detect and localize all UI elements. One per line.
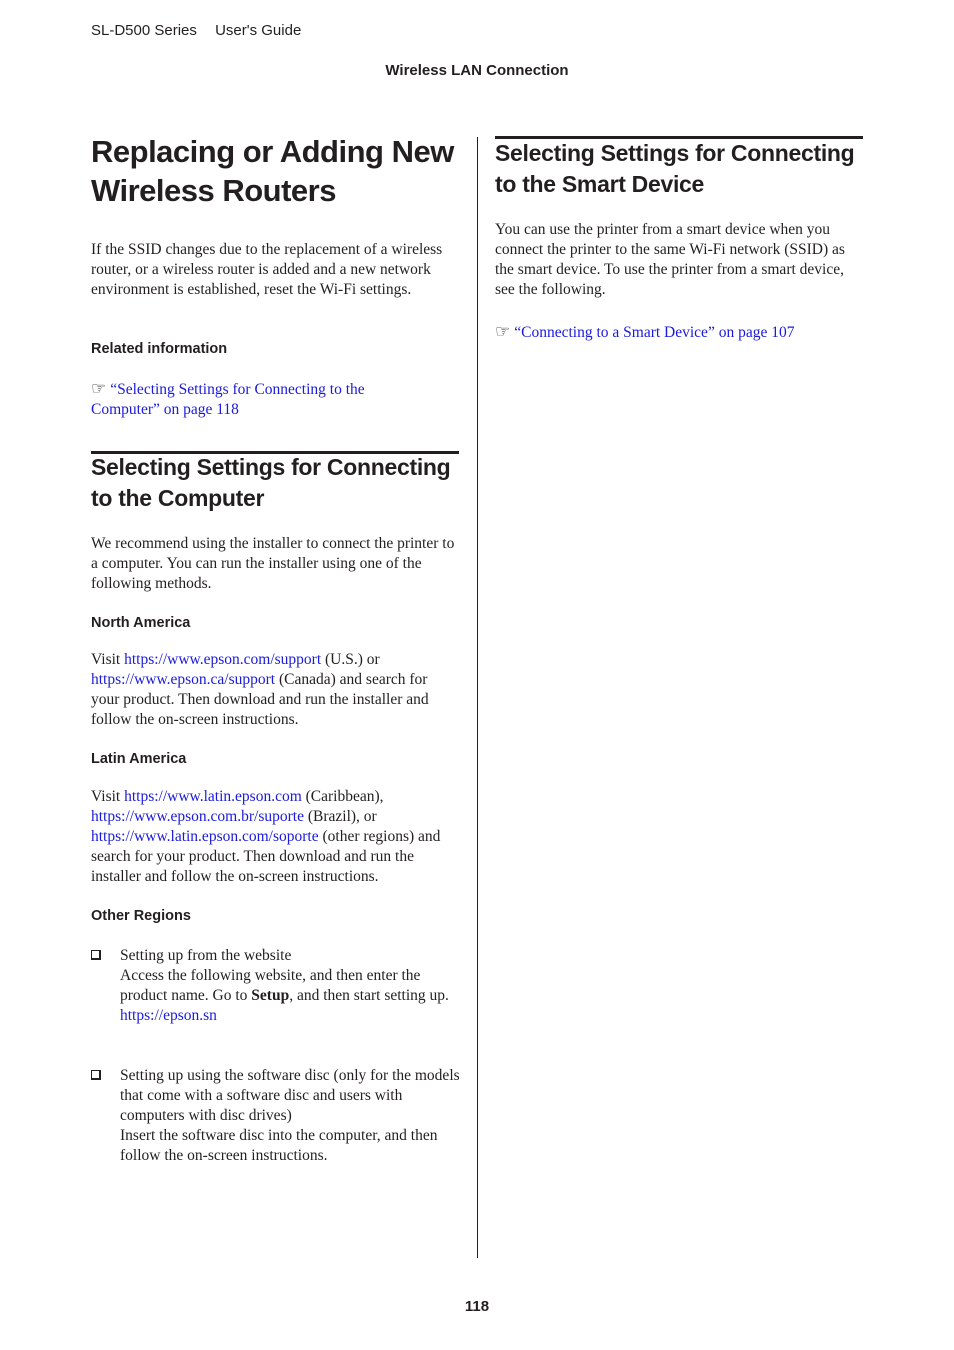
epson-ca-link[interactable]: https://www.epson.ca/support xyxy=(91,671,276,688)
bullet-title: Setting up using the software disc (only for the models that come with a software disc and users with computers with disc drives) xyxy=(120,1067,460,1124)
pointing-hand-icon: ☞ xyxy=(495,322,511,341)
smart-device-paragraph: You can use the printer from a smart device when you connect the printer to the same Wi-Fi network (SSID) as the smart device. To use the printer from a smart device, see the following. xyxy=(495,221,845,298)
text: Access the following website, and then enter the product name. Go to xyxy=(120,967,421,1004)
epson-br-link[interactable]: https://www.epson.com.br/suporte xyxy=(91,808,304,825)
computer-heading: Selecting Settings for Connecting to the Computer xyxy=(91,454,451,511)
text: , and then start setting up. xyxy=(289,987,449,1004)
pointing-hand-icon: ☞ xyxy=(91,379,107,398)
page-number: 118 xyxy=(464,1298,490,1315)
text: (Canada) and search for your product. Then download and run the installer and follow the on-screen instructions. xyxy=(91,671,429,728)
smart-device-link[interactable]: “Connecting to a Smart Device” on page 107 xyxy=(514,324,795,341)
smart-device-heading: Selecting Settings for Connecting to the Smart Device xyxy=(495,140,855,197)
product-name: SL-D500 Series xyxy=(91,22,197,39)
epson-soporte-link[interactable]: https://www.latin.epson.com/soporte xyxy=(91,828,319,845)
guide-name: User's Guide xyxy=(215,22,302,39)
text: (Caribbean), xyxy=(301,788,384,805)
other-regions-label: Other Regions xyxy=(91,908,191,924)
related-link[interactable]: “Selecting Settings for Connecting to the Computer” on page 118 xyxy=(91,381,365,418)
section-title: Wireless LAN Connection xyxy=(385,62,569,79)
north-america-label: North America xyxy=(91,615,191,631)
bullet-website xyxy=(120,946,460,1026)
epson-sn-link[interactable]: https://epson.sn xyxy=(120,1007,217,1024)
running-header xyxy=(91,22,315,39)
checkbox-bullet-icon xyxy=(91,1068,101,1085)
checkbox-bullet-icon xyxy=(91,948,101,965)
text: Visit xyxy=(91,788,125,805)
intro-paragraph: If the SSID changes due to the replacement of a wireless router, or a wireless router is added and a new network environment is established, reset the Wi-Fi settings. xyxy=(91,241,443,298)
text: (U.S.) or xyxy=(321,651,380,668)
latin-america-paragraph xyxy=(91,787,459,887)
text: (other regions) and search for your product. Then download and run the installer and follow the on-screen instructions. xyxy=(91,828,441,885)
bullet-disc xyxy=(120,1066,460,1166)
text: Insert the software disc into the computer, and then follow the on-screen instructions. xyxy=(120,1127,438,1164)
epson-latin-link[interactable]: https://www.latin.epson.com xyxy=(124,788,302,805)
smart-device-link-block xyxy=(495,322,863,343)
related-info-label: Related information xyxy=(91,341,228,357)
page-title: Replacing or Adding New Wireless Routers xyxy=(91,134,454,208)
setup-emphasis: Setup xyxy=(251,987,290,1004)
related-link-block xyxy=(91,379,421,420)
column-divider xyxy=(477,137,478,1258)
computer-intro: We recommend using the installer to connect the printer to a computer. You can run the installer using one of the following methods. xyxy=(91,535,455,592)
north-america-paragraph xyxy=(91,650,459,730)
text: Visit xyxy=(91,651,125,668)
latin-america-label: Latin America xyxy=(91,751,187,767)
epson-us-link[interactable]: https://www.epson.com/support xyxy=(124,651,322,668)
text: (Brazil), or xyxy=(303,808,377,825)
bullet-title: Setting up from the website xyxy=(120,947,292,964)
